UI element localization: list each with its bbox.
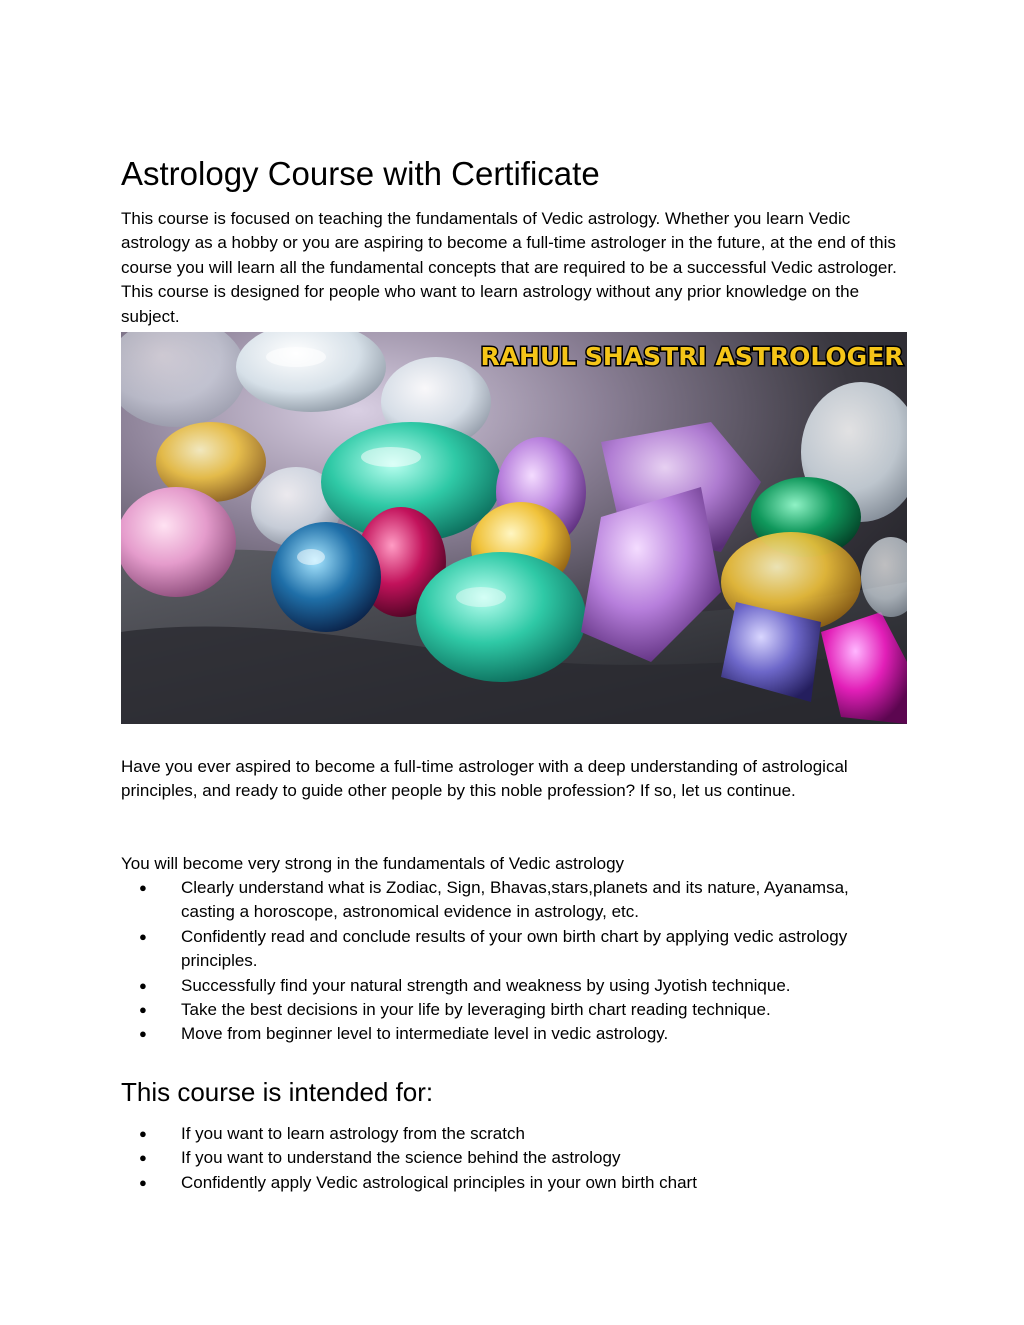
intended-heading: This course is intended for: bbox=[121, 1077, 434, 1107]
list-item: ● Successfully find your natural strength and weakness by using Jyotish technique. bbox=[121, 974, 907, 998]
fundamentals-list bbox=[121, 876, 907, 1047]
list-item: ● Confidently apply Vedic astrological principles in your own birth chart bbox=[121, 1171, 907, 1195]
bullet-icon: ● bbox=[139, 1026, 147, 1042]
intro-paragraph: This course is focused on teaching the fundamentals of Vedic astrology. Whether you learn Vedic astrology as a hobby or you are aspiring to become a full-time astrologer in the future, at the end of this course you will learn all the fundamental concepts that are required to be a successful Vedic astrologer. This course is designed for people who want to learn astrology without any prior knowledge on the subject. bbox=[121, 209, 897, 326]
intended-list bbox=[121, 1122, 907, 1195]
bullet-icon: ● bbox=[139, 1126, 147, 1141]
bullet-icon: ● bbox=[139, 1002, 147, 1018]
bullet-icon: ● bbox=[139, 977, 147, 993]
list-item: ● Confidently read and conclude results of your own birth chart by applying vedic astrology principles. bbox=[139, 926, 848, 971]
gemstones-illustration bbox=[121, 332, 907, 724]
banner-text: RAHUL SHASTRI ASTROLOGER bbox=[480, 342, 904, 371]
list-item: ● Take the best decisions in your life by leveraging birth chart reading technique. bbox=[121, 998, 907, 1022]
bullet-icon: ● bbox=[139, 928, 147, 944]
list-item: ● Move from beginner level to intermediate level in vedic astrology. bbox=[121, 1022, 907, 1046]
bullet-icon: ● bbox=[139, 1174, 147, 1190]
bullet-icon: ● bbox=[139, 880, 147, 895]
fundamentals-lead: You will become very strong in the fundamentals of Vedic astrology bbox=[121, 854, 625, 873]
gemstones-banner-image bbox=[121, 332, 907, 724]
aspire-paragraph: Have you ever aspired to become a full-time astrologer with a deep understanding of astrological principles, and ready to guide other people by this noble profession? If so, let us continue. bbox=[121, 757, 848, 801]
page-title: Astrology Course with Certificate bbox=[121, 155, 600, 192]
list-item: ● Clearly understand what is Zodiac, Sign, Bhavas,stars,planets and its nature, Ayanamsa, casting a horoscope, astronomical evidence in astrology, etc. bbox=[139, 878, 849, 922]
list-item: ● If you want to learn astrology from the scratch bbox=[121, 1122, 907, 1146]
bullet-icon: ● bbox=[139, 1150, 147, 1166]
list-item: ● If you want to understand the science behind the astrology bbox=[121, 1146, 907, 1170]
